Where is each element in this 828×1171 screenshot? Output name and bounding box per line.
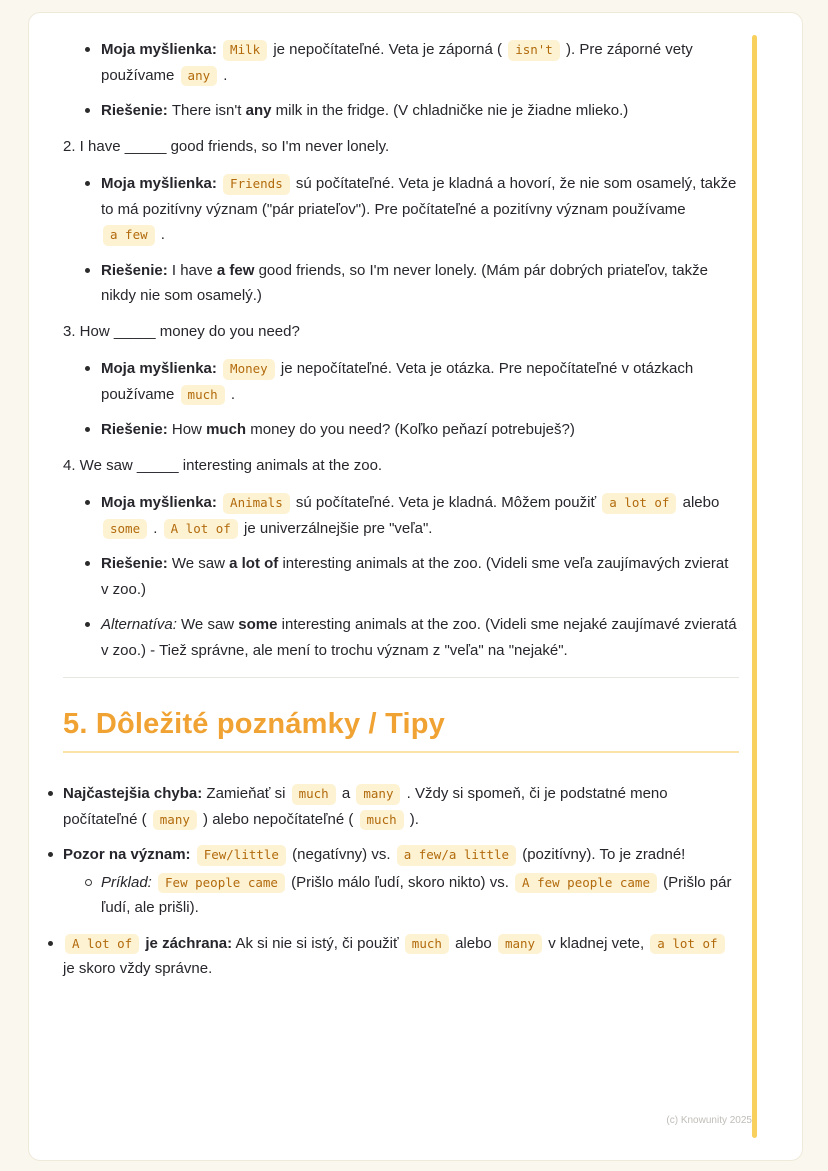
text-run: 4. We saw _____ interesting animals at the zoo. [63, 456, 383, 474]
text-run: money do you need? (Koľko peňazí potrebuješ?) [246, 421, 575, 438]
tip-item [63, 842, 739, 921]
code-chip: a lot of [602, 493, 676, 514]
text-run: interesting animals at the zoo. (Videli sme nejaké zaujímavé zvieratá v zoo.) - Tiež správne, ale mení to trochu význam z "veľa" na "nejaké". [101, 616, 737, 659]
exercise1-thought [101, 37, 739, 88]
list-item [101, 612, 739, 663]
bold-text: Moja myšlienka: [101, 175, 222, 192]
code-chip: any [181, 66, 218, 87]
text-run: v kladnej vete, [544, 934, 649, 952]
exercise4-bullet-list [63, 490, 739, 663]
text-run: sú počítateľné. Veta je kladná a hovorí, že nie som osamelý, takže to má pozitívny význam ("pár priateľov"). Pre počítateľné a pozitívny význam používame [101, 175, 737, 218]
bold-text: some [238, 616, 278, 633]
text-run: milk in the fridge. (V chladničke nie je žiadne mlieko.) [271, 102, 629, 119]
tip-most-common-mistake [63, 781, 739, 832]
code-chip: Few people came [158, 873, 285, 894]
exercise2-solution [101, 258, 739, 309]
text-run: We saw [171, 555, 230, 572]
code-chip: a few/a little [397, 845, 516, 866]
exercise4-title [63, 453, 739, 479]
exercise2-title [63, 134, 739, 160]
list-item [101, 171, 739, 248]
list-item [101, 356, 739, 407]
section-divider [63, 677, 739, 678]
exercise2-bullet-list [63, 171, 739, 309]
text-run: (pozitívny). To je zradné! [518, 846, 686, 863]
text-run: je nepočítateľné. Veta je záporná ( [269, 41, 507, 58]
code-chip: some [103, 519, 147, 540]
bold-text: a lot of [229, 555, 279, 572]
exercise3-title [63, 319, 739, 345]
code-chip: much [360, 810, 404, 831]
text-run: ). Pre záporné vety používame [101, 41, 693, 84]
text-run: There isn't [171, 102, 246, 119]
bold-text: Riešenie: [101, 421, 172, 438]
bold-text: je záchrana: [145, 934, 233, 952]
code-chip: Milk [223, 40, 267, 61]
code-chip: isn't [508, 40, 560, 61]
text-run: je nepočítateľné. Veta je otázka. Pre nepočítateľné v otázkach používame [101, 360, 694, 403]
code-chip: much [181, 385, 225, 406]
code-chip: A lot of [65, 934, 139, 955]
tip-example-item [101, 870, 739, 921]
list-item [101, 551, 739, 602]
bold-text: Riešenie: [101, 555, 172, 572]
list-item [101, 98, 739, 124]
text-run: . [219, 66, 228, 84]
text-run: (Prišlo pár ľudí, ale prišli). [101, 873, 732, 916]
bold-text: Pozor na význam: [63, 846, 195, 863]
bold-text: much [206, 421, 247, 438]
copyright-watermark: (c) Knowunity 2025 [666, 1115, 752, 1126]
text-run: . [149, 519, 162, 537]
tip-meaning-warning [63, 842, 739, 868]
text-run: interesting animals at the zoo. (Videli sme veľa zaujímavých zvierat v zoo.) [101, 555, 729, 598]
code-chip: A lot of [164, 519, 238, 540]
text-run: . [226, 385, 235, 403]
text-run: good friends, so I'm never lonely. (Mám pár dobrých priateľov, takže nikdy nie som osamelý.) [101, 261, 708, 304]
bold-text: Moja myšlienka: [101, 41, 222, 58]
code-chip: much [405, 934, 449, 955]
exercise2-thought [101, 171, 739, 248]
code-chip: many [356, 784, 400, 805]
tip-item [63, 781, 739, 832]
exercise3-bullet-list [63, 356, 739, 443]
bold-text: Riešenie: [101, 102, 172, 119]
text-run: Zamieňať si [206, 785, 290, 802]
code-chip: Animals [223, 493, 290, 514]
bold-text: Najčastejšia chyba: [63, 785, 207, 802]
list-item [101, 417, 739, 443]
list-item [101, 37, 739, 88]
text-run: . [156, 226, 165, 243]
code-chip: a few [103, 225, 155, 246]
text-run: ) alebo nepočítateľné ( [198, 810, 358, 828]
tip-item [63, 931, 739, 982]
text-run: 2. I have _____ good friends, so I'm never lonely. [63, 137, 390, 155]
text-run: je univerzálnejšie pre "veľa". [239, 519, 433, 537]
text-run: . Vždy si spomeň, či je podstatné meno počítateľné ( [63, 785, 668, 828]
code-chip: Friends [223, 174, 290, 195]
list-item [101, 258, 739, 309]
text-run: sú počítateľné. Veta je kladná. Môžem použiť [291, 494, 601, 511]
text-run: (Prišlo málo ľudí, skoro nikto) vs. [286, 873, 514, 891]
document-content [63, 37, 739, 992]
code-chip: much [292, 784, 336, 805]
code-chip: a lot of [650, 934, 724, 955]
text-run: alebo [678, 494, 720, 511]
exercise3-solution [101, 417, 739, 443]
exercise1-solution [101, 98, 739, 124]
code-chip: Money [223, 359, 275, 380]
bold-text: Moja myšlienka: [101, 360, 222, 377]
exercise3-thought [101, 356, 739, 407]
text-run: (negatívny) vs. [287, 846, 395, 863]
section5-heading: 5. Dôležité poznámky / Tipy [63, 708, 739, 753]
code-chip: many [498, 934, 542, 955]
code-chip: many [153, 810, 197, 831]
exercise4-alternative [101, 612, 739, 663]
bold-text: any [245, 102, 272, 119]
text-run: Ak si nie si istý, či použiť [232, 934, 403, 952]
text-run: je skoro vždy správne. [63, 960, 213, 977]
text-run: We saw [181, 616, 239, 633]
italic-text: Príklad: [101, 873, 157, 891]
text-run: a [337, 785, 355, 802]
text-run: 3. How _____ money do you need? [63, 322, 300, 340]
text-run: alebo [450, 934, 496, 952]
tips-list [63, 781, 739, 982]
bold-text: Riešenie: [101, 261, 172, 279]
code-chip: A few people came [515, 873, 657, 894]
text-run: How [171, 421, 207, 438]
code-chip: Few/little [197, 845, 286, 866]
italic-text: Alternatíva: [101, 616, 182, 633]
tip-a-lot-of-rescue [63, 931, 739, 982]
text-run: I have [171, 261, 217, 279]
bold-text: Moja myšlienka: [101, 494, 222, 511]
tip-example-text [101, 870, 739, 921]
document-page [28, 12, 803, 1161]
bold-text: a few [216, 261, 255, 279]
text-run: ). [405, 810, 419, 828]
exercise4-thought [101, 490, 739, 541]
tip-example-list [63, 870, 739, 921]
list-item [101, 490, 739, 541]
page-accent-bar [752, 35, 757, 1138]
exercise4-solution [101, 551, 739, 602]
exercise1-bullet-list [63, 37, 739, 124]
